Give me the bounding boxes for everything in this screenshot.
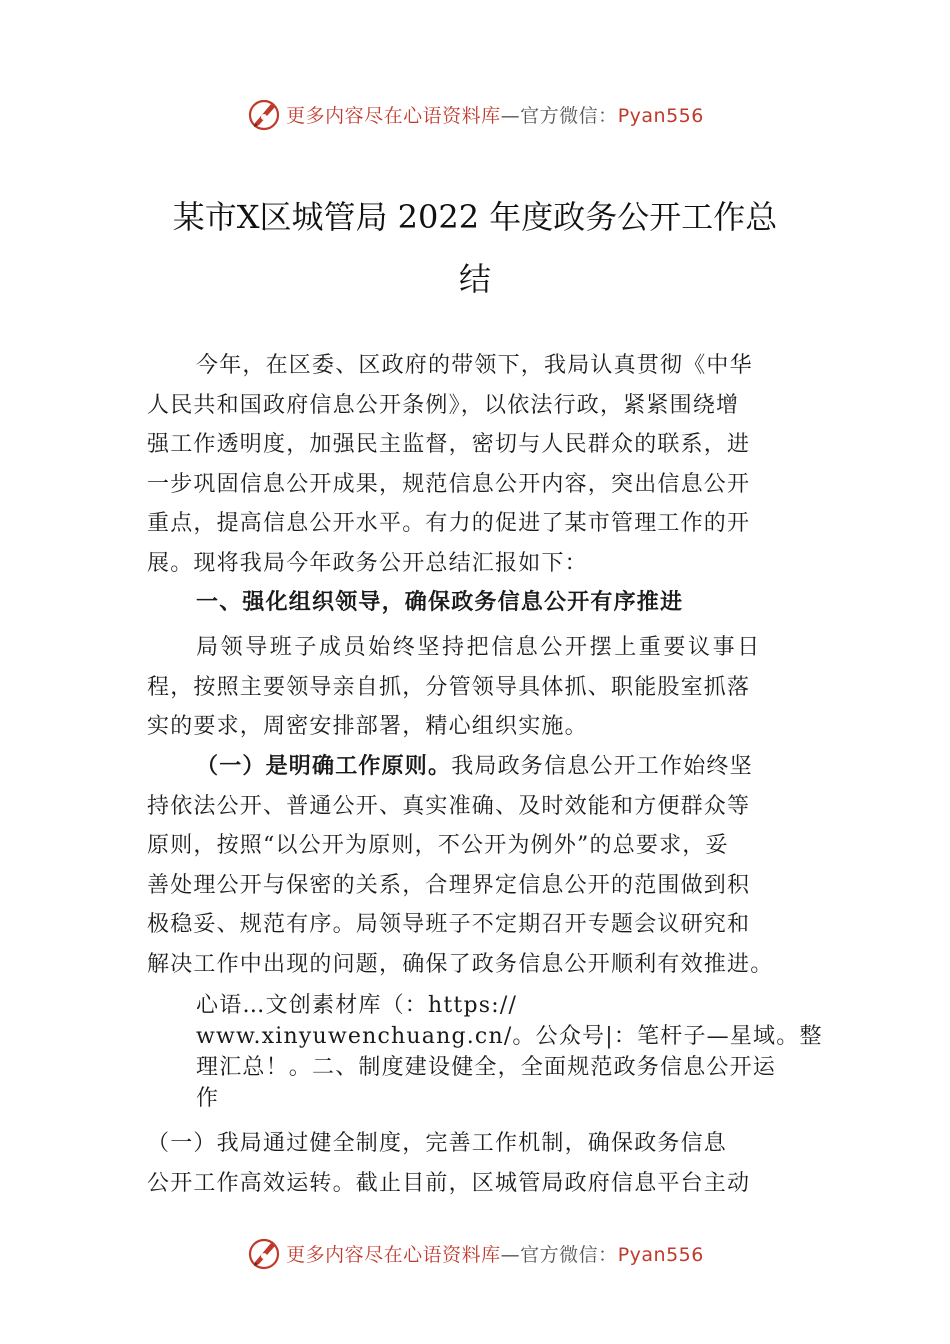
paragraph-line: 心语…文创素材库（：https:// — [196, 993, 518, 1018]
paragraph-line — [196, 749, 856, 780]
paragraph-line: 理汇总！。二、制度建设健全，全面规范政务信息公开运 — [196, 1055, 777, 1080]
banner-text — [286, 101, 704, 128]
banner-dash: — — [500, 104, 521, 127]
paragraph-line: 持依法公开、普通公开、真实准确、及时效能和方便群众等 — [147, 794, 751, 819]
paragraph-line: 极稳妥、规范有序。局领导班子不定期召开专题会议研究和 — [147, 912, 751, 937]
footer-banner — [0, 1233, 950, 1273]
paragraph-line: 重点，提高信息公开水平。有力的促进了某市管理工作的开 — [147, 511, 751, 536]
paragraph-line: 作 — [196, 1086, 220, 1111]
pen-logo-icon — [246, 1235, 282, 1271]
banner-wechat-id: Pyan556 — [617, 1243, 704, 1266]
banner-wechat-label: 官方微信： — [520, 1243, 618, 1266]
paragraph-line: 展。现将我局今年政务公开总结汇报如下： — [147, 551, 588, 576]
banner-text — [286, 1240, 704, 1267]
paragraph-line: 程，按照主要领导亲自抓，分管领导具体抓、职能股室抓落 — [147, 675, 751, 700]
banner-wechat-id: Pyan556 — [617, 104, 704, 127]
paragraph-line: 局领导班子成员始终坚持把信息公开摆上重要议事日 — [196, 635, 762, 660]
banner-main-text: 更多内容尽在心语资料库 — [286, 1243, 501, 1266]
banner-main-text: 更多内容尽在心语资料库 — [286, 104, 501, 127]
paragraph-line: www.xinyuwenchuang.cn/。公众号|：笔杆子—星域。整 — [196, 1024, 823, 1049]
paragraph-line: 强工作透明度，加强民主监督，密切与人民群众的联系，进 — [147, 432, 751, 457]
banner-dash: — — [500, 1243, 521, 1266]
section-heading: 一、强化组织领导，确保政务信息公开有序推进 — [196, 590, 684, 615]
title-line-1: 某市Ⅹ区城管局 2022 年度政务公开工作总 — [172, 198, 778, 236]
paragraph-line: 公开工作高效运转。截止目前，区城管局政府信息平台主动 — [147, 1171, 751, 1196]
document-title — [100, 186, 850, 310]
pen-logo-icon — [246, 96, 282, 132]
paragraph-line: 善处理公开与保密的关系，合理界定信息公开的范围做到积 — [147, 873, 751, 898]
paragraph-text: 我局政务信息公开工作始终坚 — [451, 754, 753, 779]
paragraph-line: （一）我局通过健全制度，完善工作机制，确保政务信息 — [147, 1131, 728, 1156]
paragraph-line: 解决工作中出现的问题，确保了政务信息公开顺利有效推进。 — [147, 952, 774, 977]
title-line-2: 结 — [458, 260, 491, 298]
header-banner — [0, 94, 950, 134]
paragraph-line: 今年，在区委、区政府的带领下，我局认真贯彻《中华 — [196, 353, 753, 378]
paragraph-line: 实的要求，周密安排部署，精心组织实施。 — [147, 714, 588, 739]
banner-wechat-label: 官方微信： — [520, 104, 618, 127]
paragraph-line: 一步巩固信息公开成果，规范信息公开内容，突出信息公开 — [147, 472, 751, 497]
paragraph-line: 人民共和国政府信息公开条例》，以依法行政，紧紧围绕增 — [147, 393, 740, 418]
paragraph-line: 原则，按照“以公开为原则，不公开为例外”的总要求，妥 — [147, 833, 729, 858]
subsection-lead: （一）是明确工作原则。 — [196, 753, 452, 779]
